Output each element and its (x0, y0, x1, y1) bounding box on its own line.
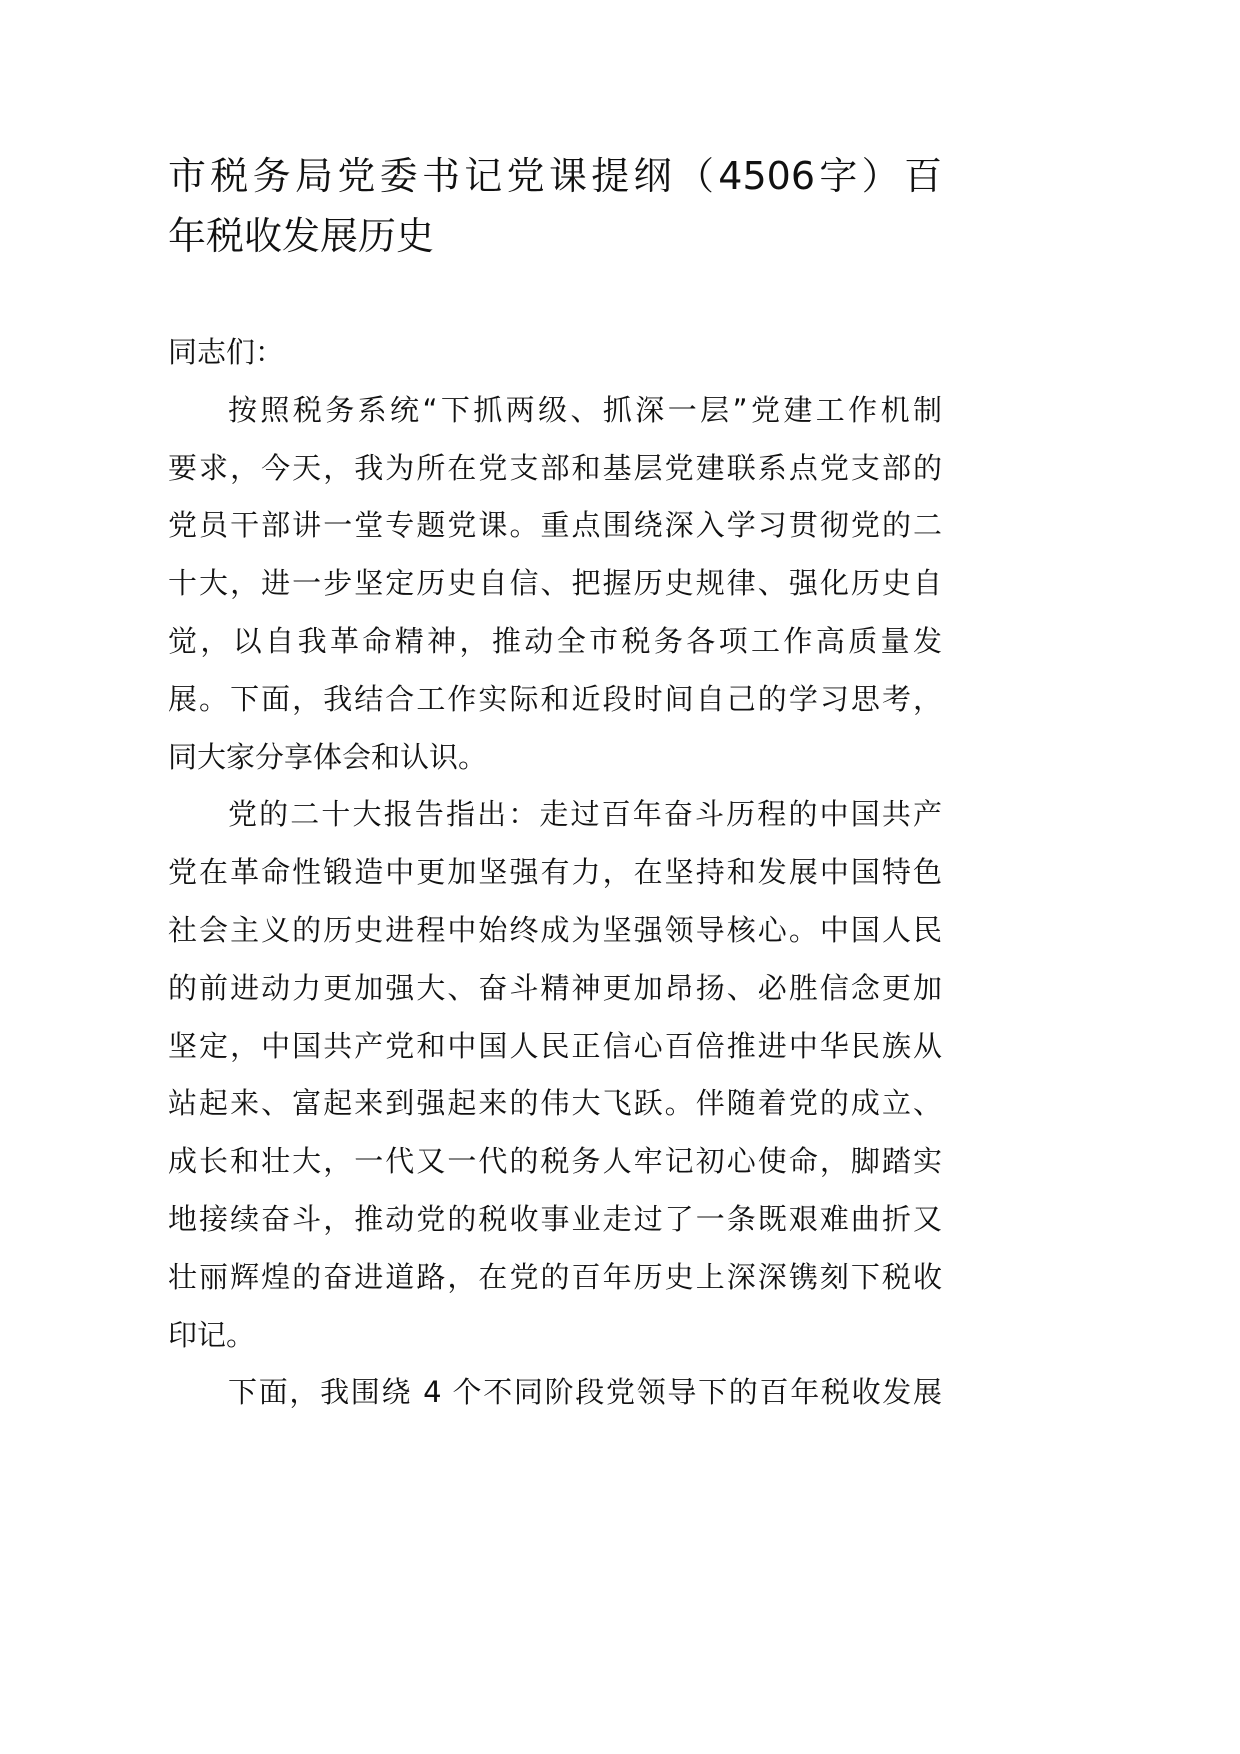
title-line: 市税务局党委书记党课提纲（4506字）百 (168, 154, 942, 198)
paragraph (168, 1364, 942, 1422)
paragraph-line: 要求，今天，我为所在党支部和基层党建联系点党支部的 (168, 450, 942, 485)
paragraph-line: 觉，以自我革命精神，推动全市税务各项工作高质量发 (168, 623, 942, 658)
title-line: 年税收发展历史 (168, 214, 435, 258)
paragraph-line: 党的二十大报告指出：走过百年奋斗历程的中国共产 (228, 797, 942, 832)
paragraph-line: 地接续奋斗，推动党的税收事业走过了一条既艰难曲折又 (168, 1201, 942, 1236)
paragraph-line: 下面，我围绕 4 个不同阶段党领导下的百年税收发展 (228, 1375, 942, 1410)
paragraph-line: 同大家分享体会和认识。 (168, 739, 488, 774)
paragraph-line: 党员干部讲一堂专题党课。重点围绕深入学习贯彻党的二 (168, 508, 942, 543)
document-body (168, 324, 942, 1422)
paragraph-line: 的前进动力更加强大、奋斗精神更加昂扬、必胜信念更加 (168, 970, 942, 1005)
paragraph-line: 壮丽辉煌的奋进道路，在党的百年历史上深深镌刻下税收 (168, 1259, 942, 1294)
paragraph-line: 站起来、富起来到强起来的伟大飞跃。伴随着党的成立、 (168, 1086, 942, 1121)
paragraph-line: 十大，进一步坚定历史自信、把握历史规律、强化历史自 (168, 566, 942, 601)
paragraph (168, 382, 942, 787)
paragraph-line: 成长和壮大，一代又一代的税务人牢记初心使命，脚踏实 (168, 1144, 942, 1179)
paragraph (168, 382, 942, 1422)
paragraph (168, 786, 942, 1364)
paragraph-line: 展。下面，我结合工作实际和近段时间自己的学习思考， (168, 681, 942, 716)
paragraph-line: 按照税务系统“下抓两级、抓深一层”党建工作机制 (228, 392, 942, 427)
paragraph-line: 社会主义的历史进程中始终成为坚强领导核心。中国人民 (168, 912, 942, 947)
document-title (168, 146, 942, 266)
paragraph-line: 印记。 (168, 1317, 256, 1352)
paragraph-line: 党在革命性锻造中更加坚强有力，在坚持和发展中国特色 (168, 855, 942, 890)
paragraph-line: 坚定，中国共产党和中国人民正信心百倍推进中华民族从 (168, 1028, 942, 1063)
greeting: 同志们： (168, 335, 285, 369)
